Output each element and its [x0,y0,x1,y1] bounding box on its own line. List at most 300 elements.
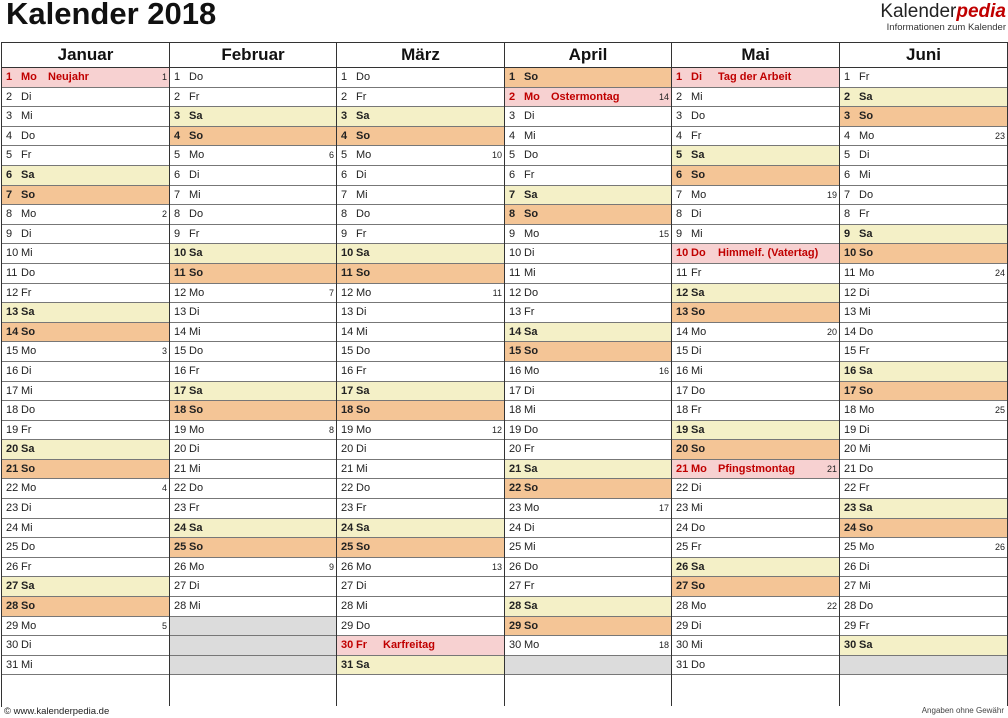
day-number: 17 [174,384,187,397]
weekday-label: Mi [859,168,871,181]
day-row [840,264,1007,284]
week-number: 23 [994,130,1005,141]
day-row [170,225,336,245]
day-row [2,166,169,186]
day-row [505,225,671,245]
week-number: 18 [658,640,669,651]
month-header: Januar [2,43,169,68]
weekday-label: Mi [691,90,703,103]
day-row [840,382,1007,402]
weekday-label: Fr [189,364,200,377]
day-number: 1 [341,71,348,83]
week-number: 17 [658,503,669,514]
day-row [840,499,1007,519]
day-row [840,440,1007,460]
day-number: 15 [174,345,187,358]
day-number: 8 [844,208,851,221]
day-row [2,323,169,343]
month-column [672,43,840,706]
day-row [2,342,169,362]
day-row [170,127,336,147]
weekday-label: Sa [524,325,538,338]
week-number: 19 [826,189,837,200]
day-number: 28 [676,600,689,613]
weekday-label: Di [859,423,870,436]
day-row [672,421,839,441]
day-row [170,460,336,480]
day-row [2,264,169,284]
day-row [337,323,504,343]
day-row [840,146,1007,166]
weekday-label: Di [859,560,870,573]
day-number: 9 [341,227,348,240]
weekday-label: Di [524,247,535,260]
day-number: 26 [676,560,689,573]
weekday-label: So [189,266,204,279]
day-row [672,382,839,402]
week-number: 8 [328,424,334,435]
day-number: 31 [676,658,689,671]
footer-copyright: © www.kalenderpedia.de [4,706,110,717]
day-number: 1 [509,71,516,83]
day-number: 3 [676,110,683,123]
day-row [840,479,1007,499]
day-number: 18 [174,404,187,417]
day-number: 23 [844,502,857,515]
weekday-label: Mi [524,404,536,417]
day-row [672,244,839,264]
day-row [505,284,671,304]
day-number: 29 [6,619,19,632]
weekday-label: Sa [691,560,705,573]
weekday-label: So [189,129,204,142]
day-row [337,127,504,147]
day-number: 21 [844,462,857,475]
weekday-label: Do [691,384,706,397]
weekday-label: Mi [21,521,33,534]
day-row [2,401,169,421]
weekday-label: Di [691,345,702,358]
day-row [2,225,169,245]
week-number: 26 [994,542,1005,553]
weekday-label: Mi [524,541,536,554]
day-row [337,362,504,382]
day-number: 16 [6,364,19,377]
footer-disclaimer: Angaben ohne Gewähr [921,706,1004,715]
day-row [337,617,504,637]
day-number: 20 [844,443,857,456]
weekday-label: Sa [859,639,873,652]
weekday-label: So [21,600,36,613]
day-number: 24 [676,521,689,534]
weekday-label: So [21,325,36,338]
day-number: 22 [341,482,354,495]
weekday-label: Mi [691,227,703,240]
weekday-label: Fr [524,580,535,593]
week-number: 5 [161,620,167,631]
weekday-label: Mo [356,560,372,573]
day-number: 23 [174,502,187,515]
brand-name-main: Kalender [880,1,957,22]
weekday-label: Mi [189,325,201,338]
day-number: 13 [6,306,19,319]
day-row [170,264,336,284]
weekday-label: Fr [524,168,535,181]
day-number: 28 [174,600,187,613]
day-row [840,421,1007,441]
day-row [505,421,671,441]
day-row [672,577,839,597]
brand-subtitle: Informationen zum Kalender [886,22,1006,33]
day-number: 21 [341,462,354,475]
day-row [2,617,169,637]
day-number: 19 [341,423,354,436]
day-number: 17 [6,384,19,397]
day-number: 10 [6,247,19,260]
day-number: 20 [174,443,187,456]
month-header: März [337,43,504,68]
day-row [840,460,1007,480]
weekday-label: Mi [21,247,33,260]
weekday-label: Do [524,286,539,299]
day-number: 15 [676,345,689,358]
weekday-label: Sa [859,502,873,515]
weekday-label: Fr [356,639,367,652]
day-number: 15 [6,345,19,358]
day-row [672,284,839,304]
day-row [672,401,839,421]
day-number: 2 [6,90,13,103]
day-number: 23 [676,502,689,515]
day-number: 17 [509,384,522,397]
day-row [337,146,504,166]
weekday-label: Mo [859,404,875,417]
day-number: 8 [676,208,683,221]
day-number: 19 [676,423,689,436]
empty-day-cell [505,656,671,676]
day-number: 22 [174,482,187,495]
day-row [337,597,504,617]
day-row [505,205,671,225]
empty-day-cell [840,656,1007,676]
week-number: 24 [994,267,1005,278]
day-row [672,538,839,558]
day-number: 2 [174,90,181,103]
day-number: 19 [844,423,857,436]
day-row [170,107,336,127]
weekday-label: Fr [691,129,702,142]
day-row [505,107,671,127]
day-number: 9 [509,227,516,240]
day-row [337,440,504,460]
day-number: 1 [676,71,683,83]
weekday-label: So [21,462,36,475]
day-number: 26 [6,560,19,573]
day-number: 8 [341,208,348,221]
day-row [840,244,1007,264]
day-row [337,421,504,441]
day-row [170,519,336,539]
day-row [840,107,1007,127]
day-number: 31 [341,658,354,671]
weekday-label: Fr [859,619,870,632]
weekday-label: Sa [356,384,370,397]
day-row [840,538,1007,558]
day-number: 18 [509,404,522,417]
day-row [672,342,839,362]
week-number: 15 [658,228,669,239]
weekday-label: Di [356,168,367,181]
day-row [170,440,336,460]
weekday-label: Di [356,443,367,456]
weekday-label: So [356,129,371,142]
day-number: 28 [509,600,522,613]
day-number: 24 [174,521,187,534]
brand-name [880,2,1006,22]
week-number: 11 [492,287,502,298]
day-number: 6 [844,168,851,181]
day-number: 11 [676,266,688,279]
day-number: 13 [676,306,689,319]
weekday-label: Mi [691,639,703,652]
weekday-label: Sa [691,423,705,436]
day-number: 2 [509,90,516,103]
day-number: 15 [341,345,354,358]
weekday-label: Mi [356,600,368,613]
brand-name-accent: pedia [956,1,1006,22]
week-number: 7 [328,287,334,298]
day-number: 27 [676,580,689,593]
weekday-label: Do [524,560,539,573]
month-column [840,43,1008,706]
day-number: 15 [844,345,857,358]
weekday-label: Do [859,188,874,201]
weekday-label: Mi [21,658,33,671]
weekday-label: Fr [524,306,535,319]
day-row [2,284,169,304]
day-number: 4 [676,129,683,142]
day-number: 14 [844,325,857,338]
day-row [337,460,504,480]
day-row [337,577,504,597]
day-row [505,68,671,88]
weekday-label: So [691,306,706,319]
day-row [672,597,839,617]
day-row [337,342,504,362]
day-row [2,479,169,499]
weekday-label: Mi [189,188,201,201]
day-row [672,479,839,499]
day-row [2,146,169,166]
weekday-label: Mi [189,600,201,613]
weekday-label: Mo [524,502,540,515]
weekday-label: Fr [189,502,200,515]
day-row [2,127,169,147]
day-row [505,362,671,382]
day-row [2,88,169,108]
weekday-label: Fr [189,90,200,103]
month-column [337,43,505,706]
day-number: 21 [174,462,187,475]
weekday-label: Mo [859,541,875,554]
weekday-label: Sa [859,364,873,377]
weekday-label: Sa [21,443,35,456]
day-row [337,264,504,284]
weekday-label: Sa [356,247,370,260]
day-number: 8 [509,208,516,221]
day-number: 24 [844,521,857,534]
day-row [505,342,671,362]
day-number: 10 [509,247,522,260]
day-number: 3 [6,110,13,123]
weekday-label: So [691,580,706,593]
weekday-label: Di [189,168,200,181]
day-row [2,68,169,88]
calendar-grid [1,42,1008,707]
day-row [170,284,336,304]
day-number: 7 [509,188,516,201]
weekday-label: Mo [356,149,372,162]
day-number: 11 [6,266,18,279]
day-row [840,303,1007,323]
weekday-label: Fr [859,345,870,358]
day-row [505,440,671,460]
day-number: 30 [844,639,857,652]
day-number: 25 [6,541,19,554]
day-number: 12 [676,286,689,299]
day-number: 8 [6,208,13,221]
weekday-label: Di [356,306,367,319]
day-row [505,186,671,206]
weekday-label: Di [21,639,32,652]
weekday-label: Do [524,423,539,436]
day-number: 18 [844,404,857,417]
day-number: 14 [174,325,187,338]
day-number: 25 [509,541,522,554]
day-number: 29 [844,619,857,632]
weekday-label: Di [691,482,702,495]
holiday-label: Ostermontag [551,90,620,103]
day-number: 18 [6,404,19,417]
weekday-label: Do [524,149,539,162]
weekday-label: Fr [21,423,32,436]
weekday-label: Di [21,364,32,377]
weekday-label: Fr [356,90,367,103]
day-row [170,382,336,402]
day-number: 3 [844,110,851,123]
day-number: 14 [341,325,354,338]
day-number: 6 [341,168,348,181]
weekday-label: Do [356,345,371,358]
week-number: 6 [328,150,334,161]
weekday-label: Do [691,247,706,260]
weekday-label: So [524,71,539,83]
day-number: 12 [6,286,19,299]
weekday-label: Mi [859,306,871,319]
weekday-label: So [859,384,874,397]
weekday-label: Sa [189,521,203,534]
month-header: Mai [672,43,839,68]
week-number: 14 [658,91,669,102]
weekday-label: Mo [189,423,205,436]
day-number: 10 [676,247,689,260]
weekday-label: Mo [189,286,205,299]
weekday-label: Fr [859,482,870,495]
month-column [2,43,170,706]
weekday-label: Fr [859,208,870,221]
day-row [672,146,839,166]
day-number: 9 [844,227,851,240]
day-row [840,284,1007,304]
holiday-label: Tag der Arbeit [718,71,792,83]
holiday-label: Pfingstmontag [718,462,795,475]
weekday-label: Sa [189,384,203,397]
day-row [2,558,169,578]
day-number: 15 [509,345,522,358]
empty-day-cell [170,656,336,676]
day-number: 22 [676,482,689,495]
weekday-label: Sa [859,227,873,240]
day-row [170,303,336,323]
day-number: 22 [844,482,857,495]
weekday-label: Fr [356,502,367,515]
day-number: 7 [174,188,181,201]
day-row [170,479,336,499]
day-row [840,401,1007,421]
day-row [2,205,169,225]
weekday-label: Sa [21,580,35,593]
weekday-label: So [189,541,204,554]
day-row [2,244,169,264]
weekday-label: Do [691,110,706,123]
day-row [672,68,839,88]
weekday-label: Mo [691,462,707,475]
day-number: 8 [174,208,181,221]
day-row [2,538,169,558]
day-number: 16 [844,364,857,377]
weekday-label: Mo [691,600,707,613]
day-number: 29 [341,619,354,632]
day-row [672,636,839,656]
weekday-label: Mo [524,639,540,652]
weekday-label: Di [524,384,535,397]
weekday-label: Mi [691,364,703,377]
day-number: 31 [6,658,19,671]
day-row [505,519,671,539]
day-number: 18 [341,404,354,417]
day-number: 18 [676,404,689,417]
weekday-label: Di [691,208,702,221]
day-row [840,205,1007,225]
weekday-label: So [524,345,539,358]
day-row [505,166,671,186]
day-row [840,577,1007,597]
weekday-label: Di [859,149,870,162]
weekday-label: Fr [21,286,32,299]
day-number: 26 [509,560,522,573]
day-number: 10 [174,247,187,260]
weekday-label: Sa [356,521,370,534]
day-number: 3 [509,110,516,123]
day-number: 6 [676,168,683,181]
weekday-label: So [524,208,539,221]
weekday-label: Mo [524,227,540,240]
day-row [170,558,336,578]
day-row [840,636,1007,656]
day-number: 17 [341,384,354,397]
day-row [505,303,671,323]
weekday-label: Mo [21,208,37,221]
